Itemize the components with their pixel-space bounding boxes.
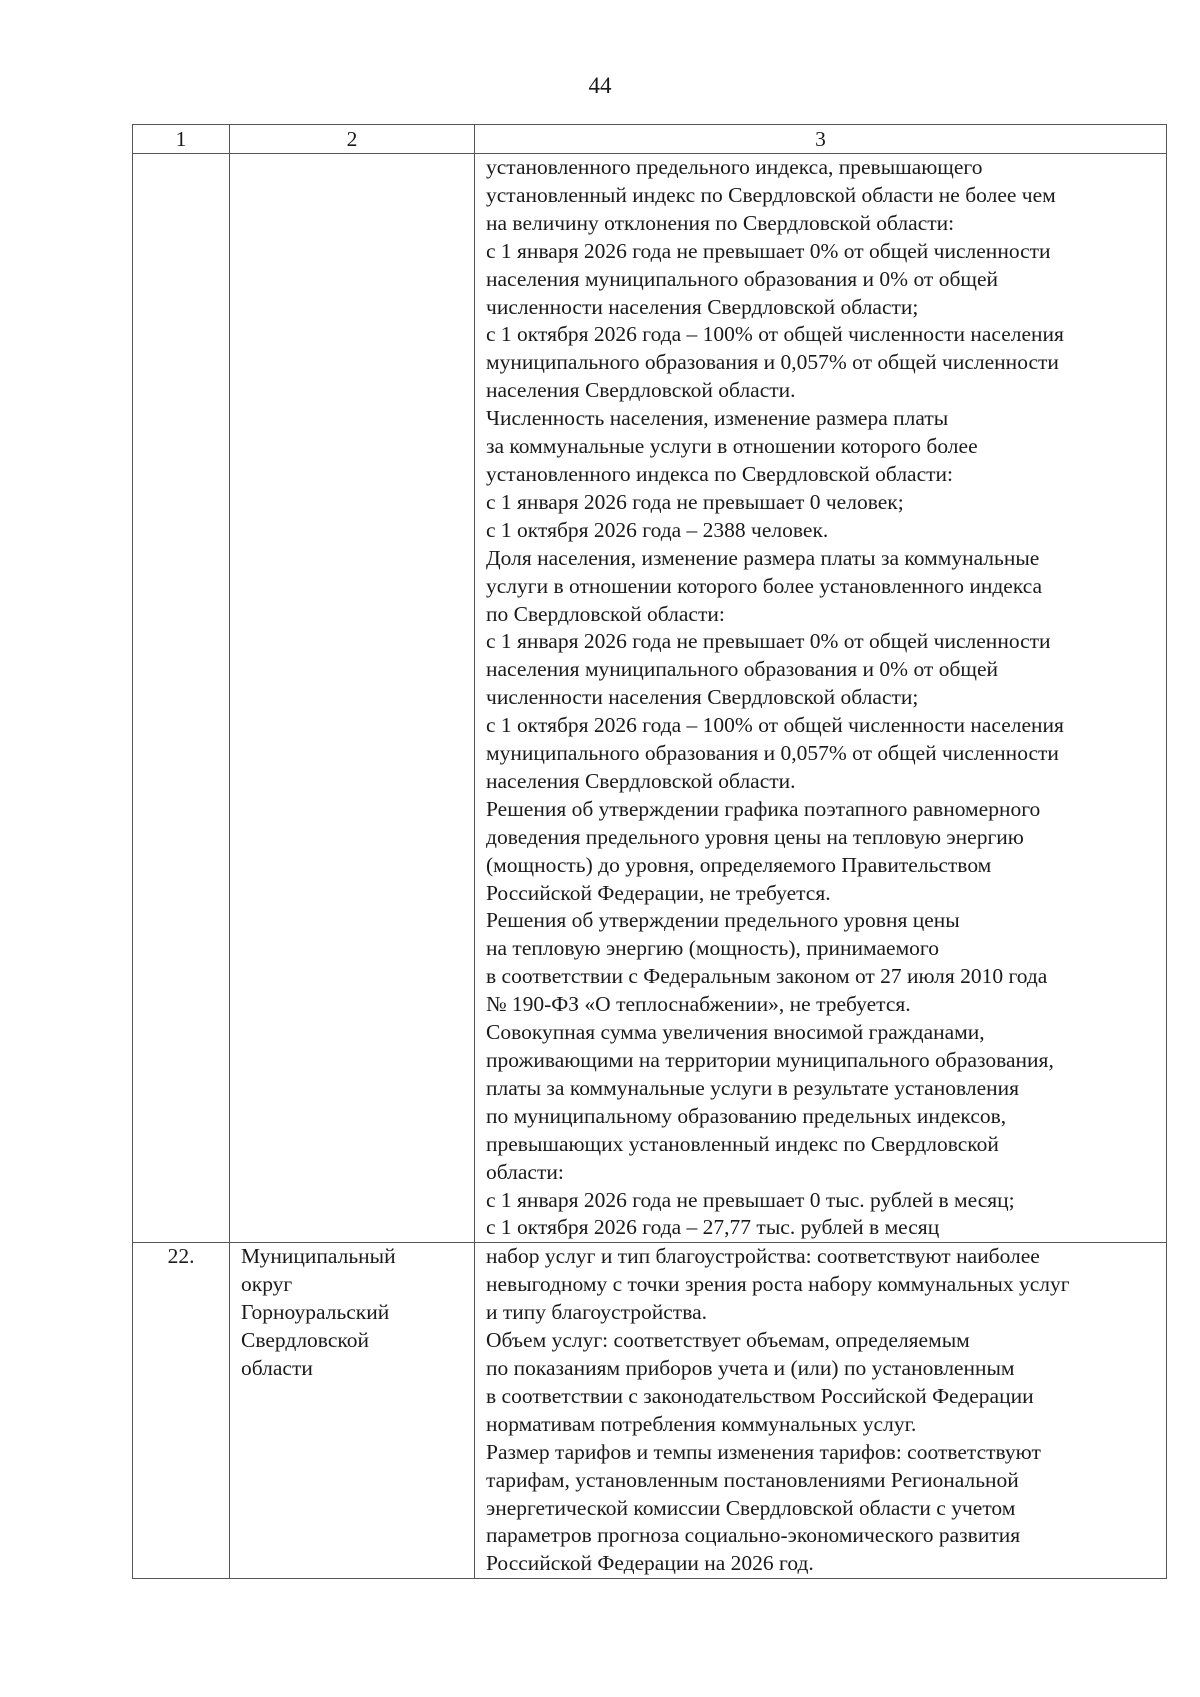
description-line: невыгодному с точки зрения роста набору коммунальных услуг [486, 1272, 1070, 1297]
municipality-name-cell [230, 1243, 475, 1579]
description-line: Решения об утверждении предельного уровня цены [486, 908, 960, 933]
description-line: установленного индекса по Свердловской области: [486, 461, 954, 486]
municipality-name-line: Свердловской [241, 1328, 369, 1353]
description-line: с 1 января 2026 года не превышает 0% от общей численности [486, 629, 1051, 654]
description-line: области: [486, 1159, 564, 1184]
description-line: платы за коммунальные услуги в результате установления [486, 1075, 1020, 1100]
description-line: на тепловую энергию (мощность), принимаемого [486, 936, 939, 961]
description-line: тарифам, установленным постановлениями Региональной [486, 1467, 1019, 1492]
municipality-name-cell [230, 154, 475, 1243]
description-line: Доля населения, изменение размера платы за коммунальные [486, 545, 1040, 570]
description-line: населения Свердловской области. [486, 378, 796, 403]
description-cell [475, 154, 1167, 1243]
description-line: Численность населения, изменение размера платы [486, 406, 949, 431]
description-line: установленного предельного индекса, превышающего [486, 155, 983, 179]
municipality-name-line: Горноуральский [241, 1300, 390, 1325]
description-line: Российской Федерации, не требуется. [486, 880, 831, 905]
description-line: с 1 октября 2026 года – 100% от общей численности населения [486, 322, 1064, 347]
description-line: (мощность) до уровня, определяемого Правительством [486, 852, 992, 877]
header-cell-2: 2 [230, 125, 475, 154]
description-line: по муниципальному образованию предельных индексов, [486, 1103, 1007, 1128]
description-line: численности населения Свердловской области; [486, 294, 919, 319]
description-line: населения муниципального образования и 0% от общей [486, 266, 998, 291]
description-line: с 1 октября 2026 года – 100% от общей численности населения [486, 713, 1064, 738]
description-line: установленный индекс по Свердловской области не более чем [486, 182, 1056, 207]
document-table [132, 124, 1167, 1579]
description-line: параметров прогноза социально-экономического развития [486, 1523, 1021, 1548]
table-row [133, 1243, 1167, 1579]
description-line: с 1 октября 2026 года – 2388 человек. [486, 517, 829, 542]
description-line: Российской Федерации на 2026 год. [486, 1551, 814, 1576]
municipality-name-line: Муниципальный [241, 1244, 396, 1269]
municipality-name-line: округ [241, 1272, 293, 1297]
description-line: с 1 января 2026 года не превышает 0 человек; [486, 489, 904, 514]
description-line: Размер тарифов и темпы изменения тарифов: соответствуют [486, 1439, 1041, 1464]
description-line: с 1 января 2026 года не превышает 0 тыс. рублей в месяц; [486, 1187, 1015, 1212]
page-number: 44 [588, 73, 612, 98]
description-line: по Свердловской области: [486, 601, 725, 626]
description-line: муниципального образования и 0,057% от общей численности [486, 741, 1059, 766]
description-line: энергетической комиссии Свердловской области с учетом [486, 1495, 1016, 1520]
description-line: доведения предельного уровня цены на тепловую энергию [486, 824, 1024, 849]
row-number-cell [133, 154, 230, 1243]
table-header-row [133, 125, 1167, 154]
description-line: муниципального образования и 0,057% от общей численности [486, 350, 1059, 375]
description-line: численности населения Свердловской области; [486, 685, 919, 710]
description-line: превышающих установленный индекс по Свердловской [486, 1131, 999, 1156]
description-line: услуги в отношении которого более установленного индекса [486, 573, 1043, 598]
description-line: проживающими на территории муниципального образования, [486, 1048, 1054, 1072]
description-line: в соответствии с Федеральным законом от 27 июля 2010 года [486, 964, 1048, 989]
description-line: и типу благоустройства. [486, 1300, 707, 1325]
municipality-name-line: области [241, 1355, 313, 1380]
description-line: набор услуг и тип благоустройства: соответствуют наиболее [486, 1244, 1040, 1269]
description-line: Решения об утверждении графика поэтапного равномерного [486, 796, 1041, 821]
description-line: населения муниципального образования и 0% от общей [486, 657, 998, 682]
description-line: за коммунальные услуги в отношении которого более [486, 434, 978, 459]
description-line: с 1 октября 2026 года – 27,77 тыс. рублей в месяц [486, 1215, 940, 1240]
table-row [133, 154, 1167, 1243]
description-line: Объем услуг: соответствует объемам, определяемым [486, 1328, 970, 1353]
description-line: на величину отклонения по Свердловской области: [486, 210, 955, 235]
description-line: по показаниям приборов учета и (или) по установленным [486, 1355, 1015, 1380]
header-cell-1: 1 [133, 125, 230, 154]
description-cell [475, 1243, 1167, 1579]
description-line: в соответствии с законодательством Российской Федерации [486, 1383, 1034, 1408]
description-line: населения Свердловской области. [486, 768, 796, 793]
description-line: нормативам потребления коммунальных услуг. [486, 1411, 917, 1436]
description-line: с 1 января 2026 года не превышает 0% от общей численности [486, 238, 1051, 263]
description-line: Совокупная сумма увеличения вносимой гражданами, [486, 1020, 985, 1045]
row-number-cell: 22. [133, 1243, 230, 1579]
header-cell-3: 3 [475, 125, 1167, 154]
description-line: № 190-ФЗ «О теплоснабжении», не требуется. [486, 992, 911, 1017]
